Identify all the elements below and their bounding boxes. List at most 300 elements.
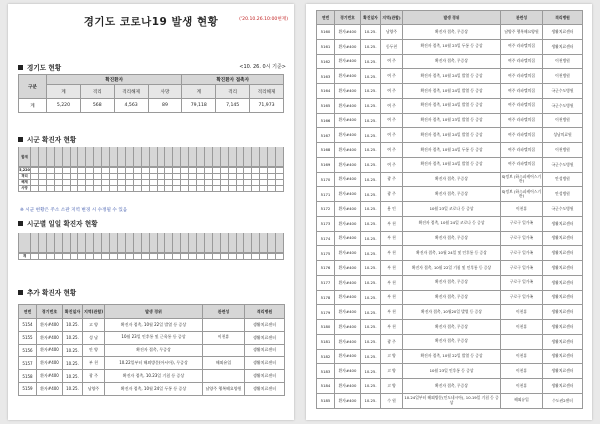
table-cell xyxy=(268,147,276,167)
table-cell xyxy=(134,233,142,253)
table-cell: 생활치료센터 xyxy=(543,231,583,246)
table-cell xyxy=(102,233,110,253)
table-cell: 5180 xyxy=(317,320,335,335)
column-header: 발생 경위 xyxy=(403,11,501,25)
table-cell: 환자#400 xyxy=(335,275,361,290)
column-header: 격리병원 xyxy=(543,11,583,25)
table-cell xyxy=(252,233,260,253)
table-cell: 여주 라파엘의집 xyxy=(501,143,543,158)
column-header: 지역(관할) xyxy=(83,305,105,319)
table-cell xyxy=(237,186,245,192)
table-cell: 고 양 xyxy=(83,319,105,332)
table-cell xyxy=(213,233,221,253)
table-cell: 10.25. xyxy=(63,319,83,332)
table-cell: 환자#400 xyxy=(37,370,63,383)
table-cell xyxy=(189,147,197,167)
table-cell: 여주 라파엘의집 xyxy=(501,98,543,113)
table-cell xyxy=(55,147,63,167)
status-col: 격리해제 xyxy=(250,85,284,99)
table-cell xyxy=(86,254,94,260)
table-cell: 환자#400 xyxy=(335,113,361,128)
table-row xyxy=(317,334,583,349)
table-cell xyxy=(63,186,71,192)
table-cell: 여주 라파엘의집 xyxy=(501,39,543,54)
table-cell: 환자#400 xyxy=(335,84,361,99)
section-title-added: 추가 확진자 현황 xyxy=(18,287,76,297)
table-cell xyxy=(158,254,166,260)
table-cell: 5176 xyxy=(317,261,335,276)
table-cell xyxy=(118,254,126,260)
table-row xyxy=(19,357,285,370)
table-cell: 광 주 xyxy=(381,334,403,349)
table-cell: 남양주 행복해요양원 xyxy=(203,382,245,395)
table-cell: 환자#400 xyxy=(335,261,361,276)
table-cell: 구로구 일가족 xyxy=(501,231,543,246)
table-cell: 10.25. xyxy=(361,98,381,113)
city-header-row xyxy=(18,147,284,167)
table-cell xyxy=(78,147,86,167)
table-cell: 5185 xyxy=(317,393,335,408)
table-cell xyxy=(252,147,260,167)
table-cell: 환자#400 xyxy=(335,39,361,54)
table-cell: 환자#400 xyxy=(335,143,361,158)
table-cell: 여 주 xyxy=(381,54,403,69)
table-cell: 5171 xyxy=(317,187,335,202)
status-row-label: 계 xyxy=(19,99,47,113)
table-cell xyxy=(31,147,39,167)
city-value-row: 격리 xyxy=(18,174,284,180)
table-cell: 확진자 접촉, 10월 22일 발열 등 증상 xyxy=(403,349,501,364)
table-cell xyxy=(165,254,173,260)
daily-value-row: 계 xyxy=(18,253,284,260)
page-right xyxy=(306,4,592,420)
table-row xyxy=(317,379,583,394)
table-cell: 10.25. xyxy=(361,39,381,54)
table-cell: 5169 xyxy=(317,157,335,172)
table-cell: 5175 xyxy=(317,246,335,261)
table-cell xyxy=(63,254,71,260)
table-cell: 5159 xyxy=(19,382,37,395)
table-row xyxy=(317,320,583,335)
table-cell: 10.25. xyxy=(361,231,381,246)
status-col: 격리 xyxy=(80,85,114,99)
table-cell: 여주 라파엘의집 xyxy=(501,113,543,128)
table-cell xyxy=(221,254,229,260)
table-cell: 구로구 일가족 xyxy=(501,246,543,261)
section-title-daily: 시군별 일일 확진자 현황 xyxy=(18,218,98,228)
table-cell xyxy=(181,186,189,192)
table-cell xyxy=(31,233,39,253)
table-cell: SJ정보 (하스피케어스기관) xyxy=(501,187,543,202)
table-cell xyxy=(276,233,284,253)
table-cell xyxy=(150,186,158,192)
table-cell: 10.25. xyxy=(63,344,83,357)
table-row xyxy=(317,290,583,305)
column-header: 확진일자 xyxy=(63,305,83,319)
table-row xyxy=(317,143,583,158)
table-cell xyxy=(39,147,47,167)
table-cell: 10.25. xyxy=(361,379,381,394)
table-cell: 확진자 접촉, 10월 23일 두통 등 증상 xyxy=(403,39,501,54)
table-cell: 환자#400 xyxy=(37,357,63,370)
table-cell: 확진자 접촉, 10월 24일 코로나 등 증상 xyxy=(403,216,501,231)
table-cell xyxy=(94,147,102,167)
table-cell xyxy=(47,186,55,192)
table-cell: 생활치료센터 xyxy=(245,331,285,344)
table-cell xyxy=(213,254,221,260)
table-cell xyxy=(260,147,268,167)
table-cell xyxy=(142,254,150,260)
table-cell: 부 천 xyxy=(381,231,403,246)
table-cell: 생활치료센터 xyxy=(245,319,285,332)
table-cell: 확진자 접촉, 10월 24일 두통 등 증상 xyxy=(105,382,203,395)
table-cell xyxy=(197,233,205,253)
table-cell xyxy=(229,233,237,253)
table-cell xyxy=(110,254,118,260)
column-header: 연번 xyxy=(317,11,335,25)
table-cell xyxy=(31,254,39,260)
status-value: 4,563 xyxy=(114,99,148,113)
table-cell xyxy=(260,233,268,253)
table-cell xyxy=(158,147,166,167)
table-cell: 10.25. xyxy=(361,393,381,408)
table-cell: 10.25. xyxy=(361,334,381,349)
table-cell xyxy=(39,186,47,192)
status-value: 5,220 xyxy=(47,99,81,113)
table-cell xyxy=(252,254,260,260)
table-cell: 환자#400 xyxy=(37,331,63,344)
table-row xyxy=(317,98,583,113)
province-status-table xyxy=(18,74,284,113)
table-cell xyxy=(189,254,197,260)
city-header-label: 합계 xyxy=(19,147,31,167)
table-cell xyxy=(102,254,110,260)
table-row xyxy=(317,25,583,40)
table-row xyxy=(19,344,285,357)
table-cell: 부 천 xyxy=(381,290,403,305)
table-cell xyxy=(39,233,47,253)
table-cell: 환자#400 xyxy=(37,382,63,395)
table-cell xyxy=(173,254,181,260)
city-value-row: 5,220 xyxy=(18,167,284,174)
table-cell xyxy=(150,233,158,253)
status-value: 79,118 xyxy=(182,99,216,113)
table-cell xyxy=(213,147,221,167)
table-cell xyxy=(197,186,205,192)
table-cell: 10월 23일 인후통 등 증상 xyxy=(403,364,501,379)
table-cell: 환자#400 xyxy=(335,364,361,379)
table-cell: 확진자 접촉, 10.23일 기침 등 증상 xyxy=(105,370,203,383)
table-cell xyxy=(31,186,39,192)
city-value-row: 사망 xyxy=(18,186,284,192)
table-cell xyxy=(118,186,126,192)
table-cell: 확진자 접촉, 무증상 xyxy=(403,334,501,349)
table-cell xyxy=(150,254,158,260)
daily-confirmed-table xyxy=(18,233,284,260)
table-cell: 환자#400 xyxy=(37,319,63,332)
table-cell: 확진자 접촉, 무증상 xyxy=(403,25,501,40)
table-cell xyxy=(252,186,260,192)
table-cell: 국군수도병원 xyxy=(543,84,583,99)
table-cell: 여주 라파엘의집 xyxy=(501,157,543,172)
table-cell xyxy=(181,233,189,253)
table-cell: 10.25. xyxy=(361,25,381,40)
table-cell xyxy=(118,233,126,253)
table-cell: 생활치료센터 xyxy=(245,344,285,357)
table-cell: 10.25. xyxy=(361,128,381,143)
table-cell xyxy=(276,254,284,260)
table-cell: 확진자 접촉, 10월 24일 두통 등 증상 xyxy=(403,143,501,158)
table-cell xyxy=(165,186,173,192)
table-cell: 생활치료센터 xyxy=(543,379,583,394)
section-title-province: 경기도 현황 xyxy=(18,62,61,72)
table-cell xyxy=(197,254,205,260)
table-cell xyxy=(102,147,110,167)
table-cell xyxy=(181,147,189,167)
table-cell: 남양주 행복해요양원 xyxy=(501,25,543,40)
table-cell: 안성병원 xyxy=(543,187,583,202)
table-cell xyxy=(86,186,94,192)
table-cell xyxy=(260,186,268,192)
table-cell xyxy=(78,186,86,192)
table-cell: 생활치료센터 xyxy=(543,275,583,290)
table-cell: 확진자 접촉, 무증상 xyxy=(403,290,501,305)
table-cell: 성 남 xyxy=(83,331,105,344)
table-row xyxy=(317,261,583,276)
table-cell xyxy=(78,254,86,260)
table-cell xyxy=(189,233,197,253)
table-cell xyxy=(173,233,181,253)
table-cell: 생활치료센터 xyxy=(543,246,583,261)
square-bullet-icon xyxy=(18,221,23,226)
table-cell: 5181 xyxy=(317,334,335,349)
table-cell: 여 주 xyxy=(381,98,403,113)
table-row xyxy=(317,364,583,379)
table-cell: 이천휴 xyxy=(501,320,543,335)
table-cell: 10.25. xyxy=(361,216,381,231)
square-bullet-icon xyxy=(18,290,23,295)
table-cell: 10월 23일 인후통 및 근육통 등 증상 xyxy=(105,331,203,344)
table-cell: 확진자 접촉, 무증상 xyxy=(403,54,501,69)
table-cell xyxy=(203,370,245,383)
table-cell: 확진자 접촉, 10월 23일 발열 등 증상 xyxy=(403,113,501,128)
table-cell: 이천휴 xyxy=(203,331,245,344)
table-cell: 고 양 xyxy=(381,364,403,379)
table-row xyxy=(317,216,583,231)
table-cell: 고 양 xyxy=(381,349,403,364)
section-title-cities: 시군 확진자 현황 xyxy=(18,134,76,144)
table-cell: 10.25. xyxy=(361,143,381,158)
table-cell: 환자#400 xyxy=(335,172,361,187)
table-cell: 환자#400 xyxy=(335,320,361,335)
table-cell: 이천병원 xyxy=(543,54,583,69)
table-cell xyxy=(86,233,94,253)
table-cell: 환자#400 xyxy=(335,54,361,69)
table-cell xyxy=(134,254,142,260)
table-cell: 5161 xyxy=(317,39,335,54)
table-cell: 10.25. xyxy=(361,54,381,69)
table-cell: 확진자 접촉, 무증상 xyxy=(403,187,501,202)
table-row xyxy=(317,128,583,143)
table-cell: 안성병원 xyxy=(543,172,583,187)
added-cases-table xyxy=(18,304,285,396)
table-cell: 5158 xyxy=(19,370,37,383)
page-left xyxy=(8,4,294,420)
table-cell xyxy=(205,186,213,192)
table-cell: 해외유입 xyxy=(501,393,543,408)
table-row xyxy=(317,157,583,172)
table-cell xyxy=(221,147,229,167)
table-cell: 확진자 접촉, 10월 24일 발열 등 증상 xyxy=(403,98,501,113)
status-col: 격리해제 xyxy=(114,85,148,99)
table-cell: 환자#400 xyxy=(335,231,361,246)
city-confirmed-table xyxy=(18,147,284,192)
table-cell: 환자#400 xyxy=(335,202,361,217)
table-cell xyxy=(39,254,47,260)
status-col: 사망 xyxy=(148,85,182,99)
table-cell: 환자#400 xyxy=(37,344,63,357)
table-cell: 생활치료센터 xyxy=(543,305,583,320)
table-cell: 확진자 접촉, 무증상 xyxy=(403,275,501,290)
table-cell xyxy=(203,319,245,332)
table-cell: 여주 라파엘의집 xyxy=(501,69,543,84)
table-cell: 이천휴 xyxy=(501,379,543,394)
table-cell: 생활치료센터 xyxy=(543,364,583,379)
column-header: 지역(관할) xyxy=(381,11,403,25)
table-cell: 10.25. xyxy=(63,331,83,344)
table-cell: 고 양 xyxy=(381,379,403,394)
table-cell: 5174 xyxy=(317,231,335,246)
table-cell xyxy=(134,147,142,167)
table-cell: 10.25. xyxy=(361,349,381,364)
case-list-header-row xyxy=(317,11,583,25)
table-cell: 10.25. xyxy=(361,364,381,379)
table-cell: 환자#400 xyxy=(335,157,361,172)
table-cell: 생활치료센터 xyxy=(543,25,583,40)
table-cell xyxy=(237,147,245,167)
table-cell xyxy=(110,186,118,192)
table-cell: 10.24일부터 해외방문(인도네시아), 10.19일 기침 등 증상 xyxy=(403,393,501,408)
table-cell: 확진자 접촉, 10월 22일 기침 및 인후통 등 증상 xyxy=(403,261,501,276)
table-cell: 환자#400 xyxy=(335,98,361,113)
table-cell: 10.25. xyxy=(361,157,381,172)
footnote: ※ 시군 현황은 주소 소관 지역 변경 시 수정될 수 있음 xyxy=(20,208,128,213)
table-cell: 10.25. xyxy=(361,172,381,187)
table-cell: 이천휴 xyxy=(501,364,543,379)
square-bullet-icon xyxy=(18,137,23,142)
table-cell xyxy=(205,254,213,260)
table-cell xyxy=(126,254,134,260)
table-cell: 여 주 xyxy=(381,69,403,84)
table-cell xyxy=(165,147,173,167)
table-cell: 여주 라파엘의집 xyxy=(501,54,543,69)
table-cell: 5178 xyxy=(317,290,335,305)
table-row xyxy=(317,202,583,217)
table-cell xyxy=(244,254,252,260)
table-cell: 5172 xyxy=(317,202,335,217)
table-cell: 생활치료센터 xyxy=(543,216,583,231)
table-cell xyxy=(134,186,142,192)
daily-header-row xyxy=(18,233,284,253)
status-group-label: 구분 xyxy=(19,75,47,99)
table-cell xyxy=(126,147,134,167)
table-cell xyxy=(244,186,252,192)
table-cell: 동두천 xyxy=(381,39,403,54)
table-cell xyxy=(71,147,79,167)
table-cell xyxy=(158,186,166,192)
table-cell: 5155 xyxy=(19,331,37,344)
table-cell xyxy=(63,147,71,167)
table-cell xyxy=(71,254,79,260)
table-cell: 확진자 접촉, 10월 22일 발열 등 증상 xyxy=(105,319,203,332)
table-cell: 구로구 일가족 xyxy=(501,290,543,305)
table-cell xyxy=(55,254,63,260)
table-row xyxy=(317,54,583,69)
table-row xyxy=(317,84,583,99)
contact-header: 확진환자 접촉자 xyxy=(182,75,284,85)
table-cell: 확진자 접촉, 무증상 xyxy=(403,379,501,394)
column-header: 관련성 xyxy=(203,305,245,319)
table-cell: 광 주 xyxy=(381,172,403,187)
table-cell: 부 천 xyxy=(381,216,403,231)
table-cell: 10.25. xyxy=(361,187,381,202)
table-cell: 여 주 xyxy=(381,113,403,128)
table-cell: 10.25. xyxy=(361,261,381,276)
table-cell: 확진자 접촉, 10월 24일 발열 등 증상 xyxy=(403,69,501,84)
table-cell: 5179 xyxy=(317,305,335,320)
table-cell xyxy=(86,147,94,167)
table-cell: 환자#400 xyxy=(335,334,361,349)
table-cell: 10.25. xyxy=(361,69,381,84)
table-cell: 10.25. xyxy=(361,202,381,217)
table-cell: 확진자 접촉, 무증상 xyxy=(403,172,501,187)
table-cell: 부 천 xyxy=(381,275,403,290)
table-cell: 5184 xyxy=(317,379,335,394)
table-cell: 환자#400 xyxy=(335,305,361,320)
table-cell: 부 천 xyxy=(381,246,403,261)
table-cell: 구로구 일가족 xyxy=(501,261,543,276)
table-cell: 이천휴 xyxy=(501,305,543,320)
table-cell xyxy=(78,233,86,253)
table-row xyxy=(317,172,583,187)
table-cell: 5165 xyxy=(317,98,335,113)
table-cell: 확진자 접촉, 10월 24일 발열 등 증상 xyxy=(403,157,501,172)
table-cell xyxy=(221,233,229,253)
date-stamp: ('20.10.26.10:00현재) xyxy=(239,17,288,22)
table-cell: 생활치료센터 xyxy=(543,334,583,349)
table-row xyxy=(317,305,583,320)
table-cell: 10.25. xyxy=(361,305,381,320)
table-cell xyxy=(71,233,79,253)
section-note-basis: <10. 26. 0시 기준> xyxy=(239,64,286,70)
status-value: 568 xyxy=(80,99,114,113)
table-cell: 환자#400 xyxy=(335,349,361,364)
table-cell: 수 원 xyxy=(381,393,403,408)
table-row xyxy=(19,370,285,383)
table-cell: 확진자 접촉, 10월 24일 발열 등 증상 xyxy=(403,84,501,99)
table-cell xyxy=(276,147,284,167)
table-cell: 구로구 일가족 xyxy=(501,275,543,290)
case-list-table xyxy=(316,10,583,409)
table-cell xyxy=(237,254,245,260)
table-cell: 용 인 xyxy=(381,202,403,217)
status-value: 7,145 xyxy=(216,99,250,113)
table-row xyxy=(317,349,583,364)
table-cell: 남양주 xyxy=(381,25,403,40)
table-row xyxy=(317,275,583,290)
confirmed-header: 확진환자 xyxy=(47,75,182,85)
table-cell: 확진자 접촉, 10월 24일 및 인후통 등 증상 xyxy=(403,246,501,261)
